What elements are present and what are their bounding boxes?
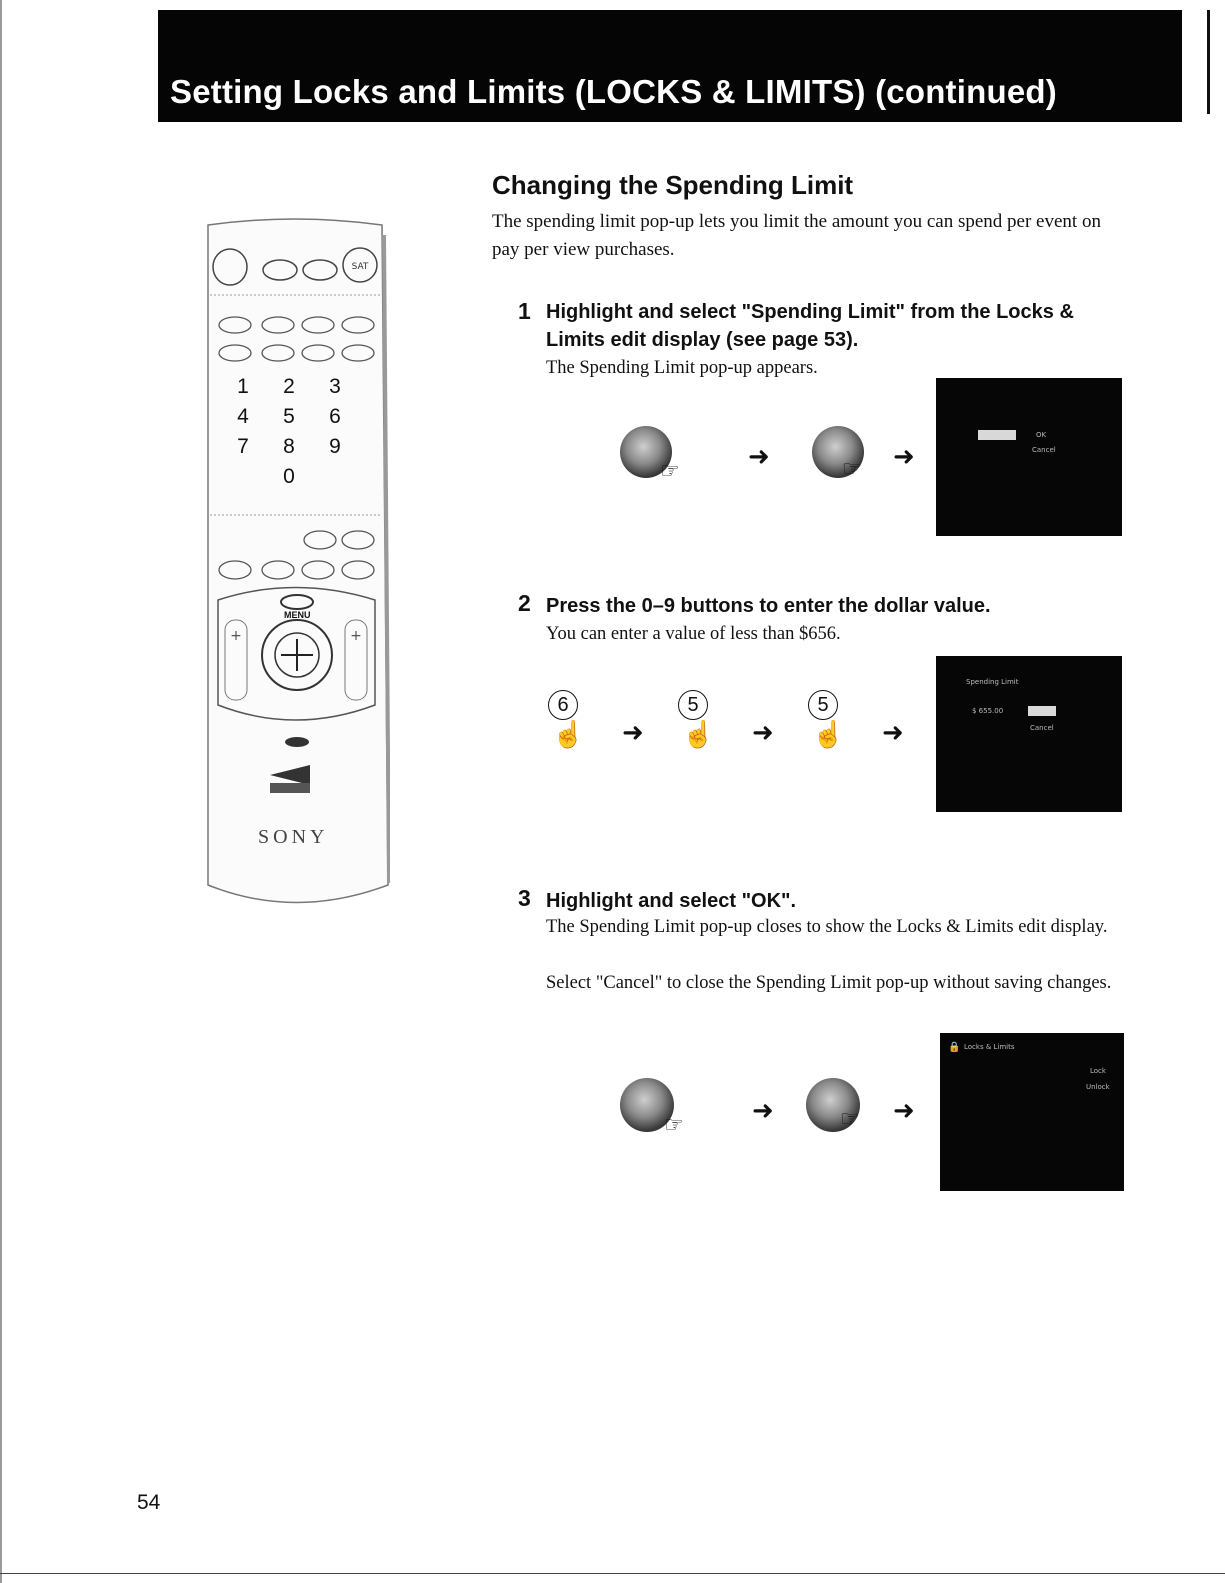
pressing-finger-icon: ☝ (552, 720, 585, 749)
remote-control-illustration (200, 215, 390, 915)
screen-dollar-value: $ 655.00 (972, 707, 1004, 715)
tv-screen-dollar-entry (936, 656, 1122, 812)
arrow-right-icon: ➜ (622, 718, 644, 748)
step-2-body: You can enter a value of less than $656. (546, 624, 841, 644)
pressing-hand-icon: ☞ (842, 456, 862, 481)
remote-key-9: 9 (329, 435, 341, 458)
remote-menu-label: MENU (284, 610, 311, 620)
screen-ok-option: OK (1036, 431, 1047, 439)
remote-key-1: 1 (237, 375, 249, 398)
arrow-right-icon: ➜ (893, 1096, 915, 1126)
step-2-heading: Press the 0–9 buttons to enter the dollar value. (546, 595, 991, 617)
section-title: Changing the Spending Limit (492, 170, 854, 200)
pressing-hand-icon: ☞ (840, 1106, 860, 1131)
screen-unlock-option: Unlock (1086, 1083, 1110, 1091)
step-3-number: 3 (518, 885, 531, 911)
tv-screen-spending-popup (936, 378, 1122, 536)
arrow-right-icon: ➜ (882, 718, 904, 748)
highlighted-field (978, 430, 1016, 440)
page-title: Setting Locks and Limits (LOCKS & LIMITS) (continued) (170, 73, 1057, 110)
svg-text:SAT: SAT (351, 262, 369, 272)
digit-button-5: 5 ☝ (678, 690, 714, 750)
screen-cancel-option: Cancel (1030, 724, 1054, 732)
screen-locks-title: Locks & Limits (964, 1043, 1015, 1051)
lock-icon: 🔒 (948, 1042, 961, 1053)
step-3-heading: Highlight and select "OK". (546, 890, 797, 912)
remote-key-7: 7 (237, 435, 249, 458)
remote-key-0: 0 (283, 465, 295, 488)
arrow-right-icon: ➜ (752, 718, 774, 748)
arrow-right-icon: ➜ (748, 442, 770, 472)
remote-key-5: 5 (283, 405, 295, 428)
step-2-number: 2 (518, 590, 531, 616)
svg-text:+: + (230, 628, 242, 644)
svg-text:+: + (350, 628, 362, 644)
pressing-finger-icon: ☝ (682, 720, 715, 749)
arrow-right-icon: ➜ (893, 442, 915, 472)
highlighted-field (1028, 706, 1056, 716)
screen-lock-option: Lock (1090, 1067, 1106, 1075)
page-edge-line (0, 0, 2, 1583)
digit-button-6: 6 ☝ (548, 690, 584, 750)
remote-key-4: 4 (237, 405, 249, 428)
pressing-finger-icon: ☝ (812, 720, 845, 749)
arrow-right-icon: ➜ (752, 1096, 774, 1126)
step-1-body: The Spending Limit pop-up appears. (546, 358, 818, 378)
page-number: 54 (137, 1491, 161, 1514)
digit-button-5: 5 ☝ (808, 690, 844, 750)
step-1-number: 1 (518, 298, 531, 324)
remote-brand: SONY (258, 826, 329, 848)
bottom-rule (0, 1573, 1225, 1574)
remote-key-2: 2 (283, 375, 295, 398)
tv-screen-locks-limits (940, 1033, 1124, 1191)
screen-popup-title: Spending Limit (966, 678, 1019, 686)
step-3-body-2: Select "Cancel" to close the Spending Limit pop-up without saving changes. (546, 973, 1112, 993)
pointing-hand-icon: ☞ (664, 1112, 684, 1137)
remote-key-8: 8 (283, 435, 295, 458)
remote-body-icon (200, 215, 390, 915)
remote-key-6: 6 (329, 405, 341, 428)
pointing-hand-icon: ☞ (660, 458, 680, 483)
remote-number-keys (222, 375, 362, 489)
right-rule (1207, 10, 1210, 114)
screen-cancel-option: Cancel (1032, 446, 1056, 454)
step-1-heading: Highlight and select "Spending Limit" from the Locks & Limits edit display (see page 53). (546, 301, 1074, 351)
remote-key-3: 3 (329, 375, 341, 398)
section-intro: The spending limit pop-up lets you limit the amount you can spend per event on pay per view purchases. (492, 211, 1101, 260)
step-3-body-1: The Spending Limit pop-up closes to show the Locks & Limits edit display. (546, 917, 1108, 937)
